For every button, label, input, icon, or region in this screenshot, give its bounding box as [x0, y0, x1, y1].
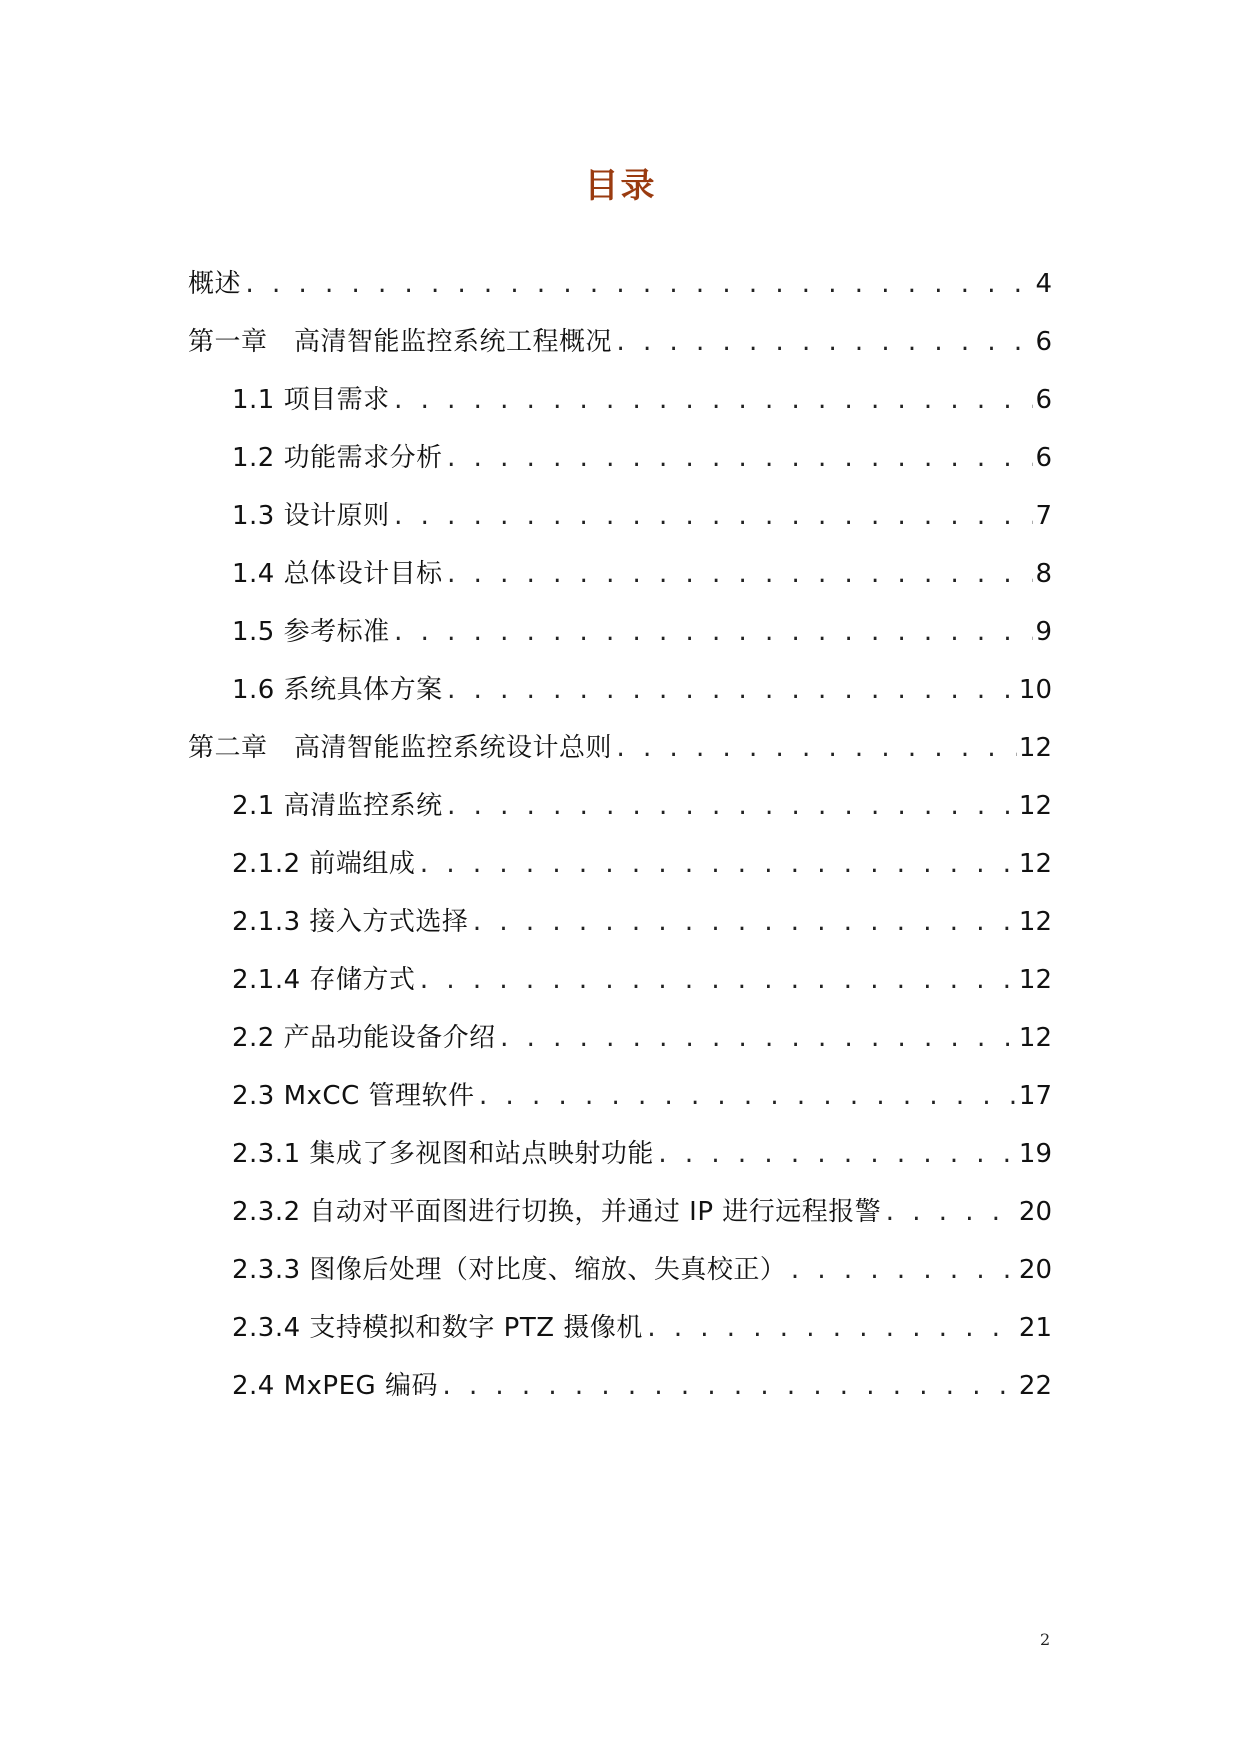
toc-entry-label: 2.3.4 支持模拟和数字 PTZ 摄像机	[232, 1313, 643, 1343]
toc-entry-2-1-3[interactable]	[232, 902, 1052, 942]
toc-entry-page: 8	[1035, 559, 1052, 589]
toc-entry-label: 1.4 总体设计目标	[232, 559, 443, 589]
toc-leader-dots	[417, 962, 1016, 1002]
toc-entry-label: 2.3.3 图像后处理（对比度、缩放、失真校正）	[232, 1255, 787, 1285]
toc-entry-page: 10	[1018, 675, 1052, 705]
toc-entry-label: 第二章 高清智能监控系统设计总则	[188, 733, 613, 763]
toc-entry-page: 4	[1035, 269, 1052, 299]
toc-entry-page: 12	[1018, 849, 1052, 879]
toc-leader-dots	[645, 1310, 1017, 1350]
toc-leader-dots	[440, 1368, 1017, 1408]
toc-entry-2-2[interactable]	[232, 1018, 1052, 1058]
toc-entry-page: 19	[1018, 1139, 1052, 1169]
toc-entry-label: 概述	[188, 269, 242, 299]
toc-entry-overview[interactable]	[188, 264, 1052, 304]
toc-entry-page: 12	[1018, 791, 1052, 821]
toc-leader-dots	[477, 1078, 1017, 1118]
toc-leader-dots	[614, 324, 1033, 364]
toc-entry-2-3-3[interactable]	[232, 1250, 1052, 1290]
toc-leader-dots	[392, 614, 1034, 654]
toc-entry-label: 1.6 系统具体方案	[232, 675, 443, 705]
page-number: 2	[1040, 1630, 1051, 1649]
toc-entry-chapter-1[interactable]	[188, 322, 1052, 362]
toc-entry-page: 21	[1018, 1313, 1052, 1343]
toc-entry-label: 1.2 功能需求分析	[232, 443, 443, 473]
toc-leader-dots	[470, 904, 1016, 944]
toc-entry-label: 2.3.2 自动对平面图进行切换，并通过 IP 进行远程报警	[232, 1197, 882, 1227]
toc-entry-2-3-2[interactable]	[232, 1192, 1052, 1232]
toc-entry-1-2[interactable]	[232, 438, 1052, 478]
toc-entry-2-3-4[interactable]	[232, 1308, 1052, 1348]
toc-leader-dots	[392, 498, 1034, 538]
toc-entry-2-1-4[interactable]	[232, 960, 1052, 1000]
toc-leader-dots	[243, 266, 1033, 306]
toc-leader-dots	[445, 556, 1034, 596]
toc-entry-2-1-2[interactable]	[232, 844, 1052, 884]
toc-leader-dots	[498, 1020, 1017, 1060]
toc-entry-label: 1.5 参考标准	[232, 617, 390, 647]
toc-entry-page: 6	[1035, 327, 1052, 357]
toc-entry-page: 12	[1018, 907, 1052, 937]
toc-entry-label: 2.1.2 前端组成	[232, 849, 416, 879]
toc-entry-label: 2.2 产品功能设备介绍	[232, 1023, 496, 1053]
toc-entry-label: 1.3 设计原则	[232, 501, 390, 531]
toc-entry-page: 12	[1018, 733, 1052, 763]
toc-entry-label: 2.1.3 接入方式选择	[232, 907, 469, 937]
toc-leader-dots	[788, 1252, 1016, 1292]
toc-entry-page: 20	[1018, 1197, 1052, 1227]
toc-entry-label: 第一章 高清智能监控系统工程概况	[188, 327, 613, 357]
toc-entry-page: 7	[1035, 501, 1052, 531]
toc-leader-dots	[417, 846, 1016, 886]
toc-leader-dots	[445, 440, 1034, 480]
toc-entry-2-3[interactable]	[232, 1076, 1052, 1116]
toc-entry-chapter-2[interactable]	[188, 728, 1052, 768]
toc-entry-page: 6	[1035, 443, 1052, 473]
toc-leader-dots	[883, 1194, 1017, 1234]
toc-entry-label: 1.1 项目需求	[232, 385, 390, 415]
toc-entry-label: 2.1.4 存储方式	[232, 965, 416, 995]
toc-entry-2-1[interactable]	[232, 786, 1052, 826]
toc-entry-1-1[interactable]	[232, 380, 1052, 420]
toc-entry-page: 20	[1018, 1255, 1052, 1285]
toc-leader-dots	[656, 1136, 1017, 1176]
toc-entry-page: 12	[1018, 1023, 1052, 1053]
toc-entry-page: 22	[1018, 1371, 1052, 1401]
toc-entry-1-3[interactable]	[232, 496, 1052, 536]
toc-entry-page: 12	[1018, 965, 1052, 995]
toc-entry-2-4[interactable]	[232, 1366, 1052, 1406]
toc-entry-page: 6	[1035, 385, 1052, 415]
toc-entry-label: 2.3.1 集成了多视图和站点映射功能	[232, 1139, 654, 1169]
toc-leader-dots	[614, 730, 1017, 770]
toc-entry-1-6[interactable]	[232, 670, 1052, 710]
toc-leader-dots	[445, 788, 1017, 828]
toc-entry-label: 2.4 MxPEG 编码	[232, 1371, 438, 1401]
toc-entry-1-5[interactable]	[232, 612, 1052, 652]
toc-leader-dots	[445, 672, 1017, 712]
toc-leader-dots	[392, 382, 1034, 422]
toc-entry-page: 9	[1035, 617, 1052, 647]
toc-entry-2-3-1[interactable]	[232, 1134, 1052, 1174]
toc-entry-page: 17	[1018, 1081, 1052, 1111]
toc-entry-1-4[interactable]	[232, 554, 1052, 594]
toc-entry-label: 2.3 MxCC 管理软件	[232, 1081, 475, 1111]
toc-entry-label: 2.1 高清监控系统	[232, 791, 443, 821]
page-title: 目录	[584, 166, 657, 206]
